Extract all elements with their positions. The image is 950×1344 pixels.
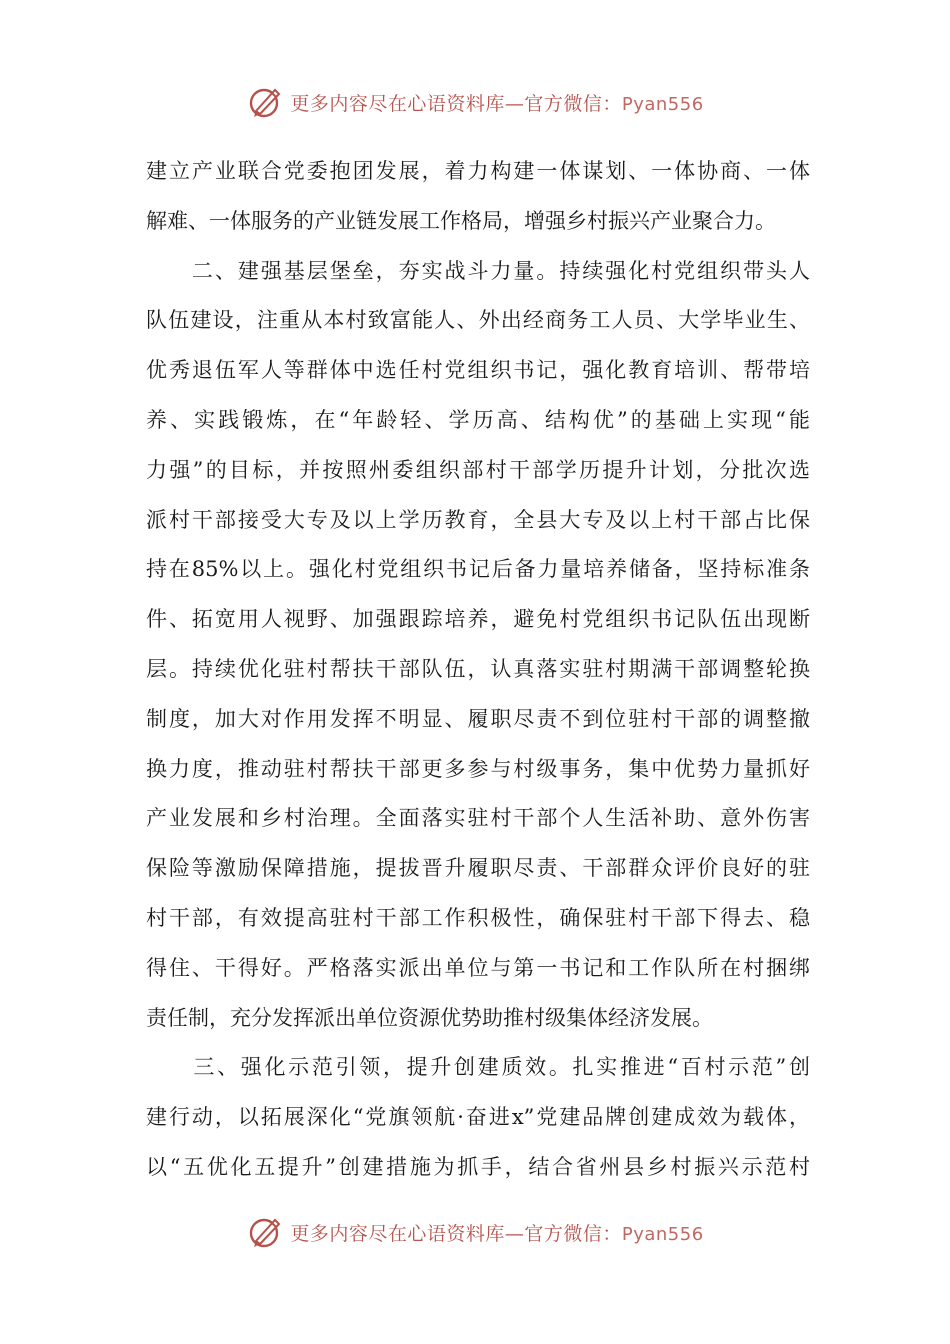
text-line: 换力度，推动驻村帮扶干部更多参与村级事务，集中优势力量抓好	[146, 756, 810, 781]
text-line: 优秀退伍军人等群体中选任村党组织书记，强化教育培训、帮带培	[146, 358, 810, 383]
text-line: 建立产业联合党委抱团发展，着力构建一体谋划、一体协商、一体	[146, 159, 810, 183]
wechat-id: Pyan556	[621, 1223, 704, 1245]
text-line: 持在85%以上。强化村党组织书记后备力量培养储备，坚持标准条	[146, 557, 810, 582]
text-line: 产业发展和乡村治理。全面落实驻村干部个人生活补助、意外伤害	[146, 806, 810, 831]
text-line: 得住、干得好。严格落实派出单位与第一书记和工作队所在村捆绑	[146, 955, 810, 980]
text-line: 层。持续优化驻村帮扶干部队伍，认真落实驻村期满干部调整轮换	[146, 656, 810, 681]
text-line: 二、建强基层堡垒，夯实战斗力量。持续强化村党组织带头人	[146, 258, 810, 283]
header-banner	[0, 80, 950, 124]
text-line: 村干部，有效提高驻村干部工作积极性，确保驻村干部下得去、稳	[146, 905, 810, 930]
text-line: 件、拓宽用人视野、加强跟踪培养，避免村党组织书记队伍出现断	[146, 607, 810, 632]
text-line: 制度，加大对作用发挥不明显、履职尽责不到位驻村干部的调整撤	[146, 706, 810, 731]
text-line: 保险等激励保障措施，提拔晋升履职尽责、干部群众评价良好的驻	[146, 856, 810, 881]
text-line: 解难、一体服务的产业链发展工作格局，增强乡村振兴产业聚合力。	[146, 208, 776, 233]
footer-banner	[0, 1210, 950, 1254]
pen-logo-icon	[246, 1212, 286, 1252]
banner-text: 更多内容尽在心语资料库—官方微信：Pyan556	[290, 1222, 704, 1245]
text-line: 养、实践锻炼，在“年龄轻、学历高、结构优”的基础上实现“能	[146, 407, 810, 432]
document-body	[146, 147, 810, 1193]
text-line: 责任制，充分发挥派出单位资源优势助推村级集体经济发展。	[146, 1005, 713, 1030]
text-line: 三、强化示范引领，提升创建质效。扎实推进“百村示范”创	[146, 1055, 810, 1080]
banner-text: 更多内容尽在心语资料库—官方微信：Pyan556	[290, 92, 704, 115]
pen-logo-icon	[246, 82, 286, 122]
text-line: 派村干部接受大专及以上学历教育，全县大专及以上村干部占比保	[146, 507, 810, 532]
text-line: 建行动，以拓展深化“党旗领航·奋进x”党建品牌创建成效为载体，	[146, 1105, 810, 1130]
wechat-id: Pyan556	[621, 93, 704, 115]
text-line: 队伍建设，注重从本村致富能人、外出经商务工人员、大学毕业生、	[146, 308, 810, 333]
text-line: 力强”的目标，并按照州委组织部村干部学历提升计划，分批次选	[146, 457, 810, 482]
text-line: 以“五优化五提升”创建措施为抓手，结合省州县乡村振兴示范村	[146, 1154, 810, 1179]
